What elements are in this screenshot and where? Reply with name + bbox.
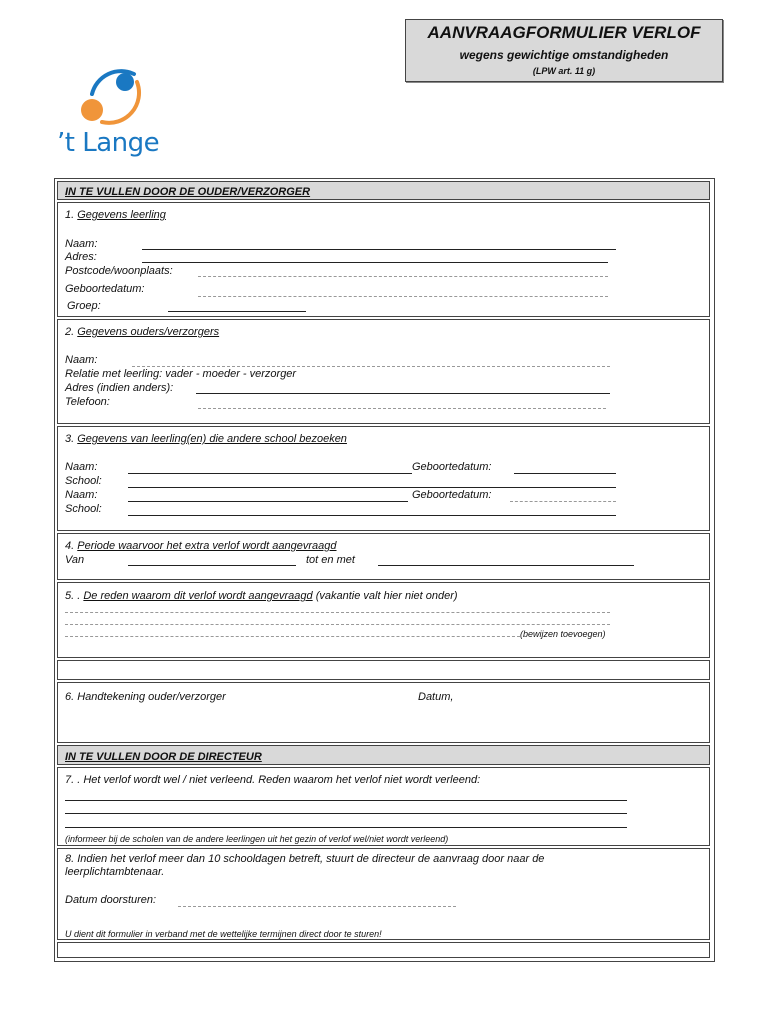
parent-name-field[interactable] xyxy=(132,366,610,367)
section-signature xyxy=(57,682,710,743)
other-name-2-label: Naam: xyxy=(65,489,98,501)
student-address-label: Adres: xyxy=(65,251,97,263)
parent-relation-label: Relatie met leerling: vader - moeder - verzorger xyxy=(65,368,297,380)
forwarding-text-line-1: 8. Indien het verlof meer dan 10 schooldagen betreft, stuurt de directeur de aanvraag door naar de xyxy=(65,853,545,865)
student-name-field[interactable] xyxy=(142,249,616,250)
section-decision xyxy=(57,767,710,846)
section-parent-data xyxy=(57,319,710,424)
reason-line-3[interactable] xyxy=(65,636,520,637)
form-reference: (LPW art. 11 g) xyxy=(532,66,596,76)
other-birthdate-2-field[interactable] xyxy=(510,501,616,502)
decision-line-2[interactable] xyxy=(65,813,627,814)
logo-mark-icon xyxy=(52,62,177,132)
parent-address-field[interactable] xyxy=(196,393,610,394)
student-postcode-label: Postcode/woonplaats: xyxy=(65,265,173,277)
student-group-label: Groep: xyxy=(67,300,101,312)
parent-name-label: Naam: xyxy=(65,354,98,366)
logo-text: ’t Lange xyxy=(57,128,160,158)
reason-attach-note: (bewijzen toevoegen) xyxy=(520,629,606,639)
other-name-1-field[interactable] xyxy=(128,473,412,474)
period-from-label: Van xyxy=(65,554,85,566)
director-header-text: IN TE VULLEN DOOR DE DIRECTEUR xyxy=(65,751,262,763)
section-forwarding xyxy=(57,848,710,940)
other-school-1-label: School: xyxy=(65,475,102,487)
section-period xyxy=(57,533,710,580)
forwarding-date-field[interactable] xyxy=(178,906,456,907)
student-birthdate-field[interactable] xyxy=(198,296,608,297)
reason-line-2[interactable] xyxy=(65,624,610,625)
form-subtitle: wegens gewichtige omstandigheden xyxy=(459,48,669,62)
section-student-data xyxy=(57,202,710,317)
other-name-1-label: Naam: xyxy=(65,461,98,473)
director-section-header xyxy=(57,745,710,765)
spacer-row xyxy=(57,660,710,680)
forwarding-text-line-2: leerplichtambtenaar. xyxy=(65,866,165,878)
section-3-title: 3. Gegevens van leerling(en) die andere school bezoeken xyxy=(65,433,347,445)
other-birthdate-1-label: Geboortedatum: xyxy=(412,461,492,473)
signature-label: 6. Handtekening ouder/verzorger xyxy=(65,691,226,703)
period-to-label: tot en met xyxy=(306,554,355,566)
section-5-title: 5. . De reden waarom dit verlof wordt aangevraagd (vakantie valt hier niet onder) xyxy=(65,590,458,602)
student-address-field[interactable] xyxy=(142,262,608,263)
parent-phone-field[interactable] xyxy=(198,408,606,409)
section-other-school xyxy=(57,426,710,531)
decision-text: 7. . Het verlof wordt wel / niet verleend. Reden waarom het verlof niet wordt verleend: xyxy=(65,774,481,786)
form-frame xyxy=(54,178,715,962)
other-school-2-label: School: xyxy=(65,503,102,515)
other-birthdate-2-label: Geboortedatum: xyxy=(412,489,492,501)
forwarding-date-label: Datum doorsturen: xyxy=(65,894,157,906)
student-birthdate-label: Geboortedatum: xyxy=(65,283,145,295)
forwarding-footer-note: U dient dit formulier in verband met de wettelijke termijnen direct door te sturen! xyxy=(65,929,382,939)
decision-note: (informeer bij de scholen van de andere leerlingen uit het gezin of verlof wel/niet wordt verleend) xyxy=(65,834,449,844)
period-to-field[interactable] xyxy=(378,565,634,566)
decision-line-3[interactable] xyxy=(65,827,627,828)
parent-phone-label: Telefoon: xyxy=(65,396,110,408)
student-postcode-field[interactable] xyxy=(198,276,608,277)
school-logo xyxy=(52,62,177,172)
other-school-1-field[interactable] xyxy=(128,487,616,488)
other-school-2-field[interactable] xyxy=(128,515,616,516)
student-group-field[interactable] xyxy=(168,311,306,312)
section-1-title: 1. Gegevens leerling xyxy=(65,209,166,221)
section-4-title: 4. Periode waarvoor het extra verlof wordt aangevraagd xyxy=(65,540,337,552)
form-title: AANVRAAGFORMULIER VERLOF xyxy=(427,23,701,42)
parent-section-header xyxy=(57,181,710,200)
decision-line-1[interactable] xyxy=(65,800,627,801)
section-reason xyxy=(57,582,710,658)
bottom-row xyxy=(57,942,710,958)
reason-line-1[interactable] xyxy=(65,612,610,613)
other-birthdate-1-field[interactable] xyxy=(514,473,616,474)
other-name-2-field[interactable] xyxy=(128,501,408,502)
student-name-label: Naam: xyxy=(65,238,98,250)
period-from-field[interactable] xyxy=(128,565,296,566)
parent-header-text: IN TE VULLEN DOOR DE OUDER/VERZORGER xyxy=(65,186,311,198)
parent-address-label: Adres (indien anders): xyxy=(65,382,174,394)
signature-date-label: Datum, xyxy=(418,691,454,703)
section-2-title: 2. Gegevens ouders/verzorgers xyxy=(65,326,220,338)
form-title-box xyxy=(405,19,723,82)
